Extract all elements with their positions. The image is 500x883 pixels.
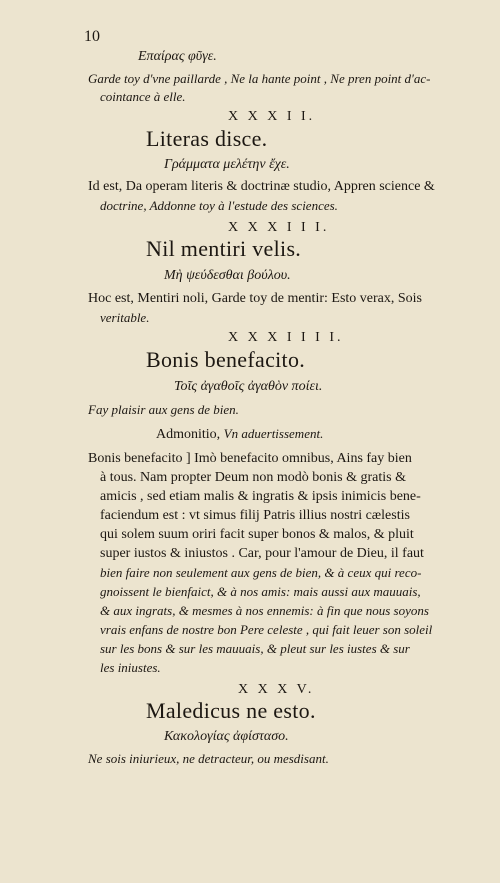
paragraph-line: vrais enfans de nostre bon Pere celeste , qui fait leuer son soleil [100, 622, 433, 637]
admonition-french: Vn aduertissement. [223, 426, 324, 441]
french-line: veritable. [100, 310, 150, 325]
french-line: Fay plaisir aux gens de bien. [88, 402, 239, 417]
section-number: X X X I I I I. [228, 330, 344, 345]
latin-line: Id est, Da operam literis & doctrinæ studio, Appren science & [88, 179, 435, 194]
greek-line: Κακολογίας ἀφίστασο. [164, 729, 289, 744]
section-heading: Literas disce. [146, 126, 268, 151]
latin-line: Hoc est, Mentiri noli, Garde toy de mentir: Esto verax, Sois [88, 291, 422, 306]
paragraph-line: gnoissent le bienfaict, & à nos amis: mais aussi aux mauuais, [100, 584, 421, 599]
section-heading: Bonis benefacito. [146, 347, 306, 372]
paragraph-line: qui solem suum oriri facit super bonos & malos, & pluit [100, 527, 414, 542]
greek-line: Τοῖς ἀγαθοῖς ἀγαθὸν ποίει. [174, 379, 323, 394]
page-number: 10 [84, 28, 100, 45]
french-line: cointance à elle. [100, 89, 186, 104]
paragraph-line: super iustos & iniustos . Car, pour l'amour de Dieu, il faut [100, 546, 424, 561]
section-heading: Maledicus ne esto. [146, 698, 316, 723]
paragraph-line: Bonis benefacito ] Imò benefacito omnibus, Ains fay bien [88, 451, 412, 466]
admonition-latin: Admonitio, [156, 427, 221, 442]
section-heading: Nil mentiri velis. [146, 236, 302, 261]
paragraph-line: sur les bons & sur les mauuais, & pleut sur les iustes & sur [100, 641, 410, 656]
greek-line: Γράμματα μελέτην ἔχε. [164, 157, 290, 172]
section-number: X X X V. [238, 682, 315, 697]
paragraph-line: bien faire non seulement aux gens de bien, & à ceux qui reco- [100, 565, 422, 580]
admonition-heading [156, 427, 323, 442]
french-line: Garde toy d'vne paillarde , Ne la hante point , Ne pren point d'ac- [88, 71, 431, 86]
greek-line: Μὴ ψεύδεσθαι βούλου. [164, 268, 291, 283]
paragraph-line: les iniustes. [100, 660, 161, 675]
section-number: X X X I I. [228, 109, 316, 124]
greek-line: Επαίρας φῦγε. [138, 49, 217, 64]
paragraph-line: à tous. Nam propter Deum non modò bonis & gratis & [100, 470, 407, 485]
paragraph-line: & aux ingrats, & mesmes à nos ennemis: à fin que nous soyons [100, 603, 429, 618]
paragraph-line: faciendum est : vt simus filij Patris illius nostri cælestis [100, 508, 410, 523]
paragraph-line: amicis , sed etiam malis & ingratis & ipsis inimicis bene- [100, 489, 421, 504]
french-line: doctrine, Addonne toy à l'estude des sciences. [100, 198, 338, 213]
section-number: X X X I I I. [228, 220, 330, 235]
french-line: Ne sois iniurieux, ne detracteur, ou mesdisant. [88, 751, 329, 766]
